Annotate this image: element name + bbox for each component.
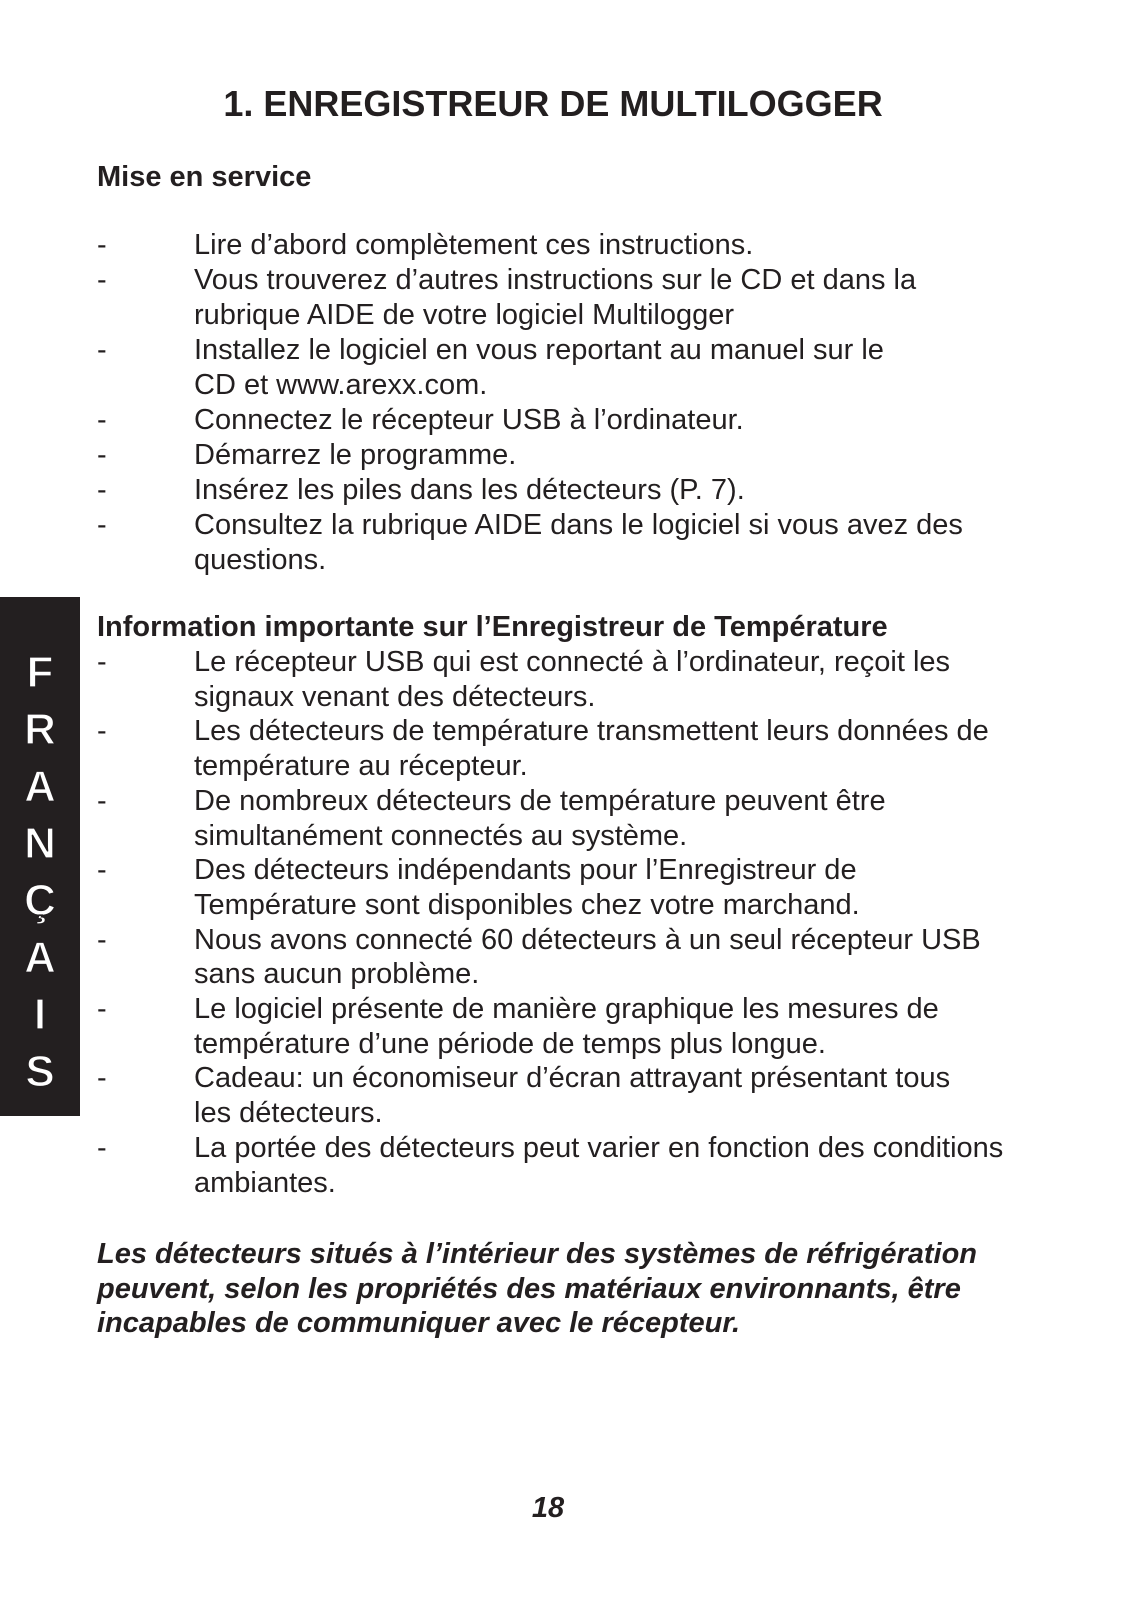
note-line: peuvent, selon les propriétés des matériaux environnants, être — [97, 1272, 961, 1305]
list-item-text — [194, 992, 939, 1061]
note-line: incapables de communiquer avec le récepteur. — [97, 1307, 741, 1340]
section-heading-information-importante: Information importante sur l’Enregistreur de Température — [97, 611, 888, 643]
list-item — [97, 508, 1037, 578]
text-line: Consultez la rubrique AIDE dans le logiciel si vous avez des — [194, 509, 963, 541]
list-item — [97, 473, 1037, 508]
list-item — [97, 784, 1037, 853]
text-line: Démarrez le programme. — [194, 439, 517, 471]
list-item-text — [194, 508, 963, 578]
language-side-tab — [0, 597, 80, 1116]
bullet-dash: - — [97, 646, 107, 678]
list-item — [97, 923, 1037, 992]
list-item-text — [194, 714, 989, 783]
text-line: Insérez les piles dans les détecteurs (P. 7). — [194, 474, 745, 506]
list-item-text — [194, 473, 745, 508]
bullet-dash: - — [97, 923, 107, 956]
text-line: Les détecteurs de température transmettent leurs données de — [194, 715, 989, 748]
text-line: Des détecteurs indépendants pour l’Enregistreur de — [194, 854, 857, 887]
list-item — [97, 853, 1037, 922]
bullet-dash: - — [97, 715, 107, 748]
important-info-list — [97, 645, 1037, 1200]
list-item — [97, 992, 1037, 1061]
note-line: Les détecteurs situés à l’intérieur des systèmes de réfrigération — [97, 1238, 978, 1270]
list-item — [97, 1131, 1037, 1200]
bullet-dash: - — [97, 404, 107, 436]
setup-steps-list — [97, 228, 1037, 578]
list-item-text — [194, 784, 886, 853]
list-item — [97, 1061, 1037, 1130]
side-tab-letter: Ç — [24, 876, 56, 925]
text-line: les détecteurs. — [194, 1097, 383, 1130]
list-item-text — [194, 403, 744, 438]
text-line: signaux venant des détecteurs. — [194, 680, 596, 713]
list-item-text — [194, 1131, 1003, 1200]
text-line: ambiantes. — [194, 1166, 336, 1199]
list-item — [97, 403, 1037, 438]
bullet-dash: - — [97, 334, 107, 366]
list-item-text — [194, 333, 884, 403]
text-line: rubrique AIDE de votre logiciel Multilogger — [194, 299, 734, 331]
bullet-dash: - — [97, 264, 107, 296]
text-line: simultanément connectés au système. — [194, 819, 688, 852]
text-line: Le récepteur USB qui est connecté à l’ordinateur, reçoit les — [194, 646, 951, 678]
list-item-text — [194, 263, 916, 333]
bullet-dash: - — [97, 1062, 107, 1095]
bullet-dash: - — [97, 439, 107, 471]
list-item-text — [194, 438, 516, 473]
text-line: CD et www.arexx.com. — [194, 369, 488, 401]
side-tab-letter: S — [25, 1047, 55, 1096]
text-line: Nous avons connecté 60 détecteurs à un seul récepteur USB — [194, 923, 981, 956]
list-item-text — [194, 853, 860, 922]
text-line: Le logiciel présente de manière graphique les mesures de — [194, 993, 939, 1026]
list-item-text — [194, 645, 950, 714]
text-line: Installez le logiciel en vous reportant au manuel sur le — [194, 334, 884, 366]
refrigeration-warning-note — [97, 1237, 977, 1341]
text-line: La portée des détecteurs peut varier en fonction des conditions — [194, 1131, 1004, 1164]
text-line: Température sont disponibles chez votre marchand. — [194, 888, 860, 921]
list-item-text — [194, 923, 981, 992]
text-line: Vous trouverez d’autres instructions sur le CD et dans la — [194, 264, 917, 296]
text-line: Lire d’abord complètement ces instructions. — [194, 229, 754, 261]
text-line: température au récepteur. — [194, 750, 528, 783]
bullet-dash: - — [97, 784, 107, 817]
bullet-dash: - — [97, 509, 107, 541]
side-tab-letter: I — [33, 990, 47, 1039]
side-tab-letter: A — [24, 762, 56, 811]
side-tab-letter: A — [24, 933, 56, 982]
side-tab-letter: R — [24, 705, 56, 754]
text-line: Cadeau: un économiseur d’écran attrayant présentant tous — [194, 1062, 951, 1095]
text-line: sans aucun problème. — [194, 958, 480, 991]
list-item — [97, 263, 1037, 333]
bullet-dash: - — [97, 474, 107, 506]
list-item-text — [194, 228, 753, 263]
text-line: questions. — [194, 544, 327, 576]
list-item-text — [194, 1061, 950, 1130]
text-line: température d’une période de temps plus longue. — [194, 1027, 826, 1060]
side-tab-letter: N — [24, 819, 56, 868]
bullet-dash: - — [97, 854, 107, 887]
list-item — [97, 228, 1037, 263]
list-item — [97, 438, 1037, 473]
side-tab-letters — [0, 644, 80, 1100]
bullet-dash: - — [97, 1131, 107, 1164]
page-title: 1. ENREGISTREUR DE MULTILOGGER — [223, 83, 883, 124]
bullet-dash: - — [97, 229, 107, 261]
text-line: Connectez le récepteur USB à l’ordinateur. — [194, 404, 744, 436]
list-item — [97, 333, 1037, 403]
page-number: 18 — [531, 1492, 565, 1524]
side-tab-letter: F — [26, 648, 54, 697]
section-heading-mise-en-service: Mise en service — [97, 161, 312, 193]
list-item — [97, 645, 1037, 714]
bullet-dash: - — [97, 993, 107, 1026]
text-line: De nombreux détecteurs de température peuvent être — [194, 784, 886, 817]
list-item — [97, 714, 1037, 783]
